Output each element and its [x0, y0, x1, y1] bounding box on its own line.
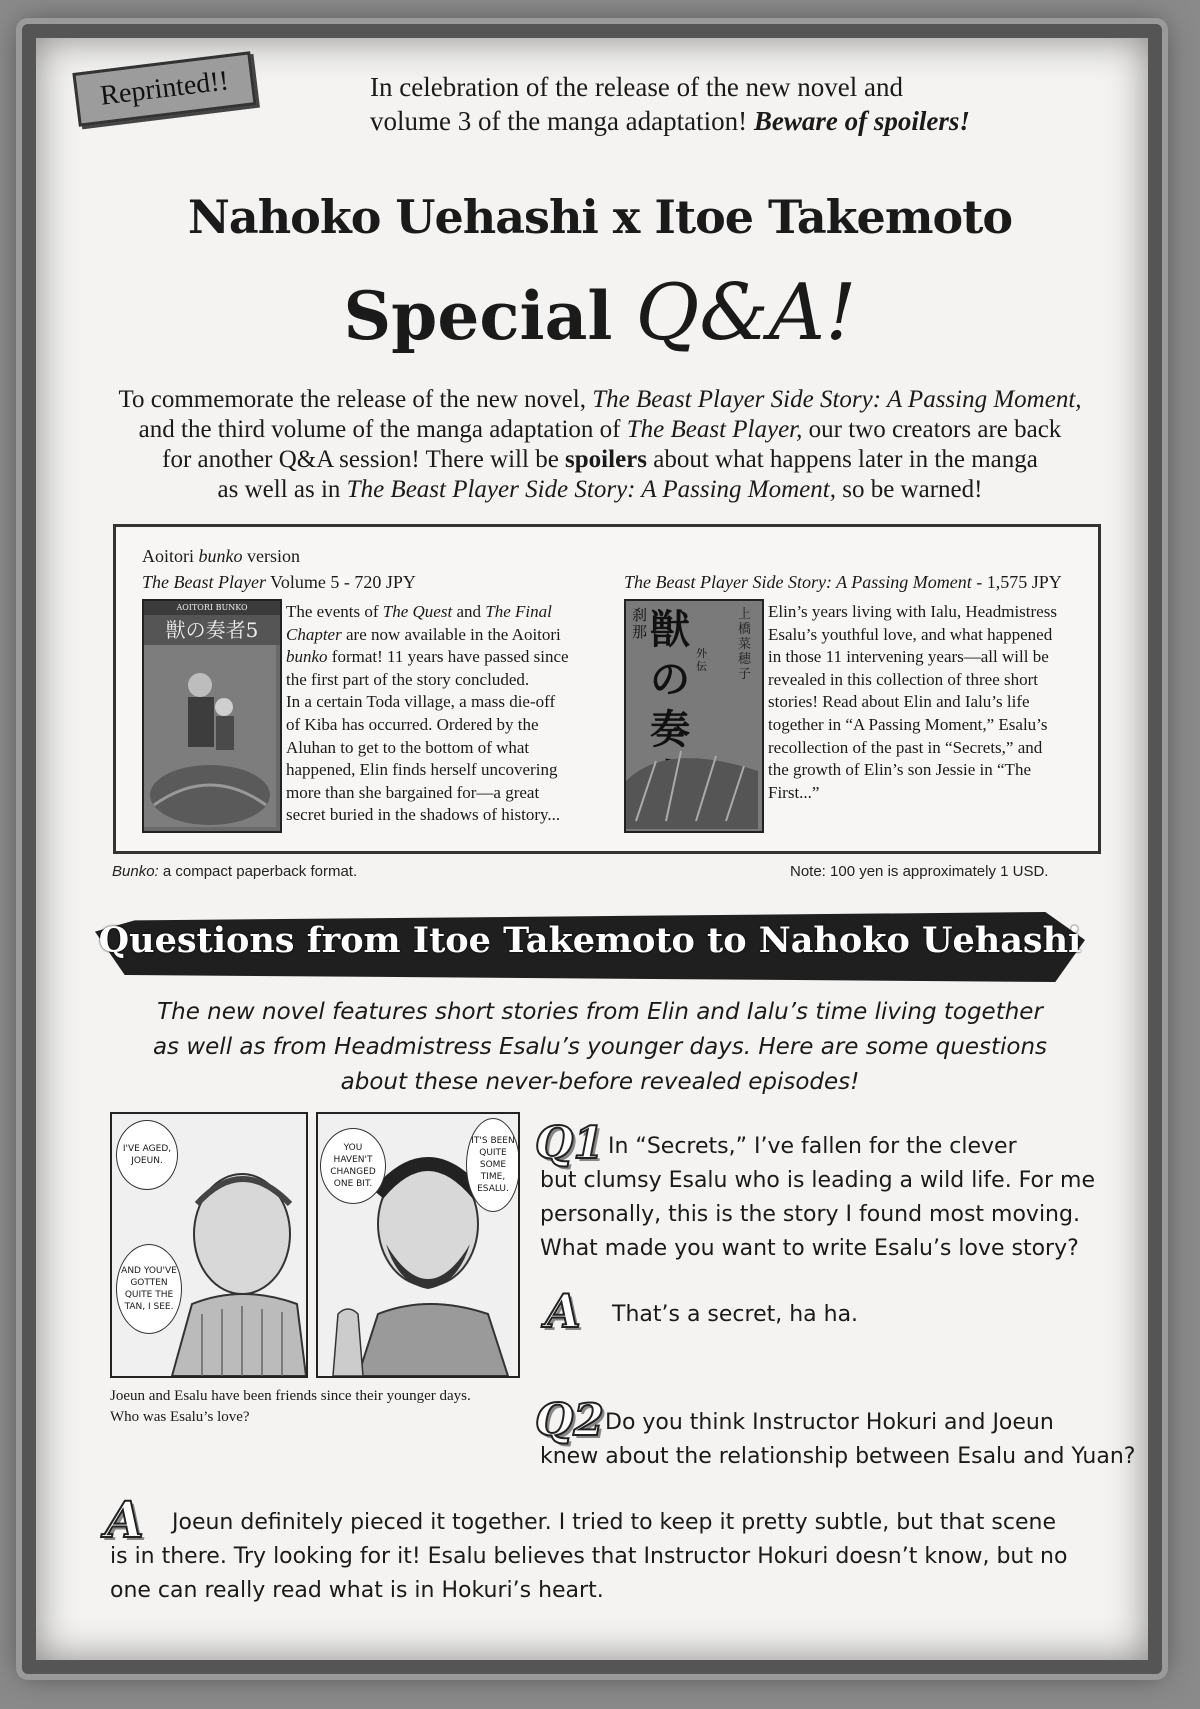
bunko-footnote: Bunko: a compact paperback format. [112, 863, 358, 880]
q1-line-4: What made you want to write Esalu’s love story? [540, 1236, 1079, 1261]
q2-line-1: Do you think Instructor Hokuri and Joeun [605, 1410, 1054, 1435]
section-banner: Questions from Itoe Takemoto to Nahoko Uehashi [98, 920, 1082, 961]
reprinted-badge: Reprinted!! [72, 51, 256, 126]
book1-title: The Beast Player Volume 5 - 720 JPY [142, 572, 416, 592]
book1-edition: Aoitori bunko version [142, 546, 300, 566]
currency-footnote: Note: 100 yen is approximately 1 USD. [790, 863, 1049, 880]
intro-line-1: In celebration of the release of the new novel and [370, 72, 904, 102]
book1-description: The events of The Quest and The Final Chapter are now available in the Aoitori bunko format! 11 years have passed since the first part of the story concluded. In a certain Toda village, a mass die-off of Kiba has occurred. Ordered by the Aluhan to get to the bottom of what happened, Elin finds herself uncovering more than she bargained for—a great secret buried in the shadows of history... [286, 602, 569, 825]
section-subhead: The new novel features short stories from Elin and Ialu’s time living together as well as from Headmistress Esalu’s younger days. Here are some questions about these never-before revealed episodes! [152, 999, 1048, 1095]
manga-caption: Joeun and Esalu have been friends since their younger days. Who was Esalu’s love? [110, 1388, 471, 1425]
q1-line-1: In “Secrets,” I’ve fallen for the clever [608, 1134, 1017, 1159]
a1-marker: A [545, 1284, 581, 1338]
q2-line-2: knew about the relationship between Esalu and Yuan? [540, 1444, 1136, 1469]
intro-line-2: volume 3 of the manga adaptation! Beware of spoilers! [370, 106, 970, 136]
q1-marker: Q1 [535, 1118, 604, 1169]
a1-text: That’s a secret, ha ha. [612, 1302, 859, 1327]
q1-line-2: but clumsy Esalu who is leading a wild life. For me [540, 1168, 1096, 1193]
manga-panel-right [316, 1112, 520, 1378]
speech-bubble: YOU HAVEN'T CHANGED ONE BIT. [320, 1128, 386, 1204]
page-title: Nahoko Uehashi x Itoe Takemoto [187, 190, 1013, 244]
speech-bubble: I'VE AGED, JOEUN. [116, 1120, 178, 1190]
speech-bubble: AND YOU'VE GOTTEN QUITE THE TAN, I SEE. [116, 1244, 182, 1334]
books-box [113, 524, 1101, 854]
a2-line-3: one can really read what is in Hokuri’s heart. [110, 1578, 604, 1603]
book2-title: The Beast Player Side Story: A Passing Moment - 1,575 JPY [624, 572, 1062, 592]
lead-paragraph: To commemorate the release of the new novel, The Beast Player Side Story: A Passing Moment, and the third volume of the manga adaptation of The Beast Player, our two creators are back for another Q&A session! There will be spoilers about what happens later in the manga as well as in The Beast Player Side Story: A Passing Moment, so be warned! [118, 386, 1082, 503]
speech-bubble: IT'S BEEN QUITE SOME TIME, ESALU. [466, 1118, 520, 1212]
page-subtitle: Special Q&A! [343, 268, 857, 358]
a2-marker: A [105, 1490, 144, 1549]
book2-description: Elin’s years living with Ialu, Headmistress Esalu’s youthful love, and what happened in those 11 intervening years—all will be revealed in this collection of three short stories! Read about Elin and Ialu’s life together in “A Passing Moment,” Esalu’s recollection of the past in “Secrets,” and the growth of Elin’s son Jessie in “The First...” [768, 602, 1057, 802]
book2-cover: 刹那 獣の奏 外伝 上橋菜穂子 [624, 599, 764, 833]
q2-marker: Q2 [535, 1395, 604, 1446]
a2-line-1: Joeun definitely pieced it together. I tried to keep it pretty subtle, but that scene [172, 1510, 1056, 1535]
manga-panel-left [110, 1112, 308, 1378]
book1-cover: AOITORI BUNKO 獣の奏者5 [142, 599, 282, 833]
a2-line-2: is in there. Try looking for it! Esalu believes that Instructor Hokuri doesn’t know, but no [110, 1544, 1068, 1569]
q1-line-3: personally, this is the story I found most moving. [540, 1202, 1080, 1227]
